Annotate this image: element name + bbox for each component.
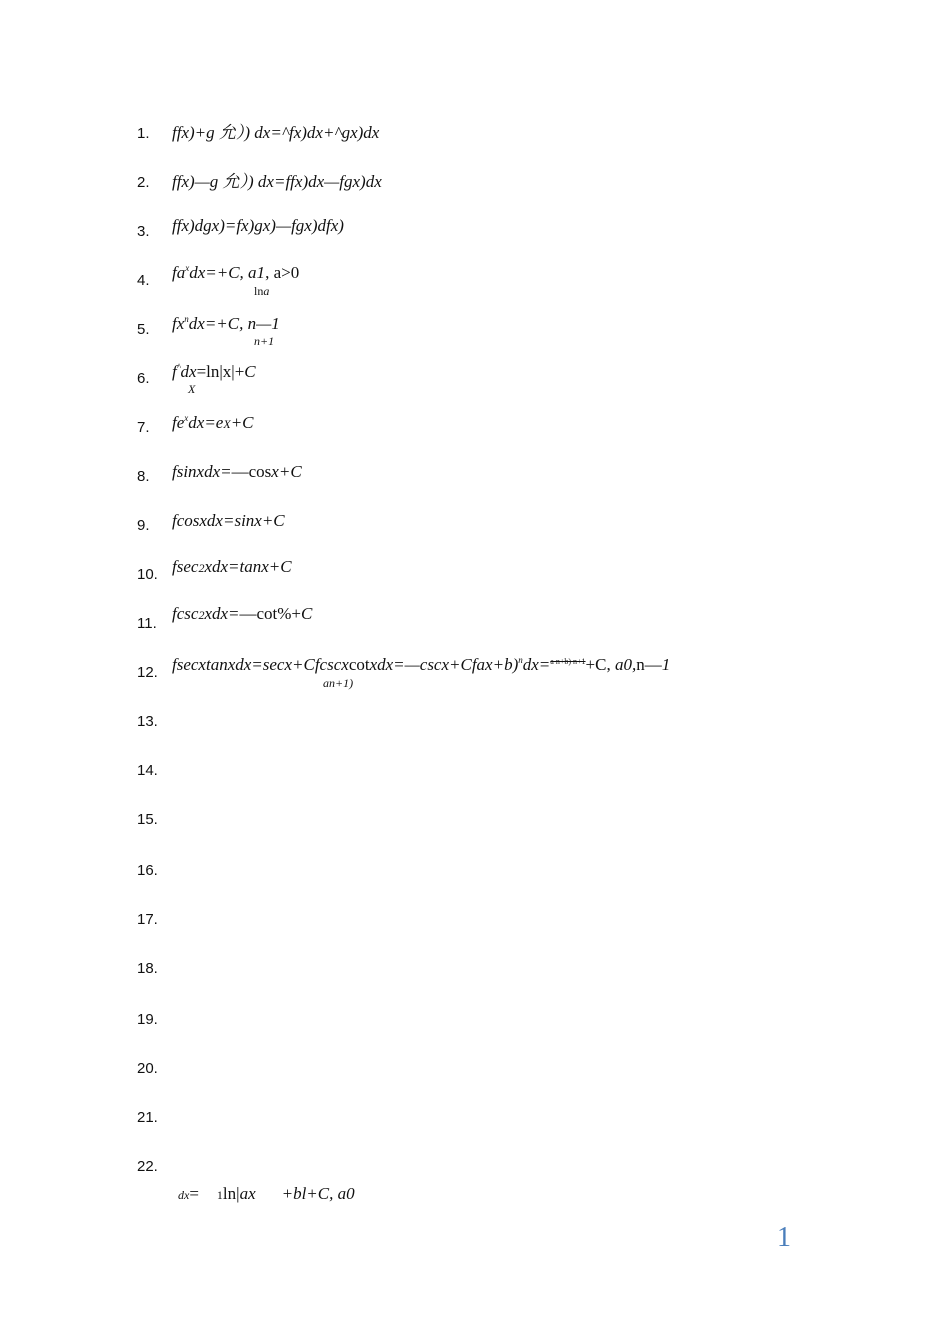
- list-number-21: 21.: [137, 1109, 158, 1126]
- list-number-5: 5.: [137, 321, 150, 338]
- list-number-9: 9.: [137, 517, 150, 534]
- formula-11: fcsc2xdx=—cot%+C: [172, 604, 313, 623]
- formula-2: ffx)—g 允）) dx=ffx)dx—fgx)dx: [172, 172, 382, 191]
- formula-12-subscript: an+1): [323, 676, 354, 690]
- formula-4: $fa^xdx=+C$, a1, a>0: [172, 263, 300, 282]
- list-number-1: 1.: [137, 125, 150, 142]
- list-number-2: 2.: [137, 174, 150, 191]
- list-number-11: 11.: [137, 615, 157, 632]
- formula-8: fsinxdx=—cosx+C: [172, 462, 302, 481]
- formula-4-subscript: lna: [254, 284, 270, 298]
- list-number-6: 6.: [137, 370, 150, 387]
- formula-10: fsec2xdx=tanx+C: [172, 557, 292, 576]
- list-number-3: 3.: [137, 223, 150, 240]
- formula-6: f^dx=ln|x|+C: [172, 362, 256, 381]
- list-number-12: 12.: [137, 664, 158, 681]
- formula-6-subscript: X: [188, 382, 196, 396]
- list-number-13: 13.: [137, 713, 158, 730]
- formula-7: $fe^xdx=eX+C$: [172, 413, 254, 432]
- formula-12: fsecxtanxdx=secx+Cfcscxcotxdx=—cscx+Cfax+b)$^n$dx=$^{a n+b) n+1}$+C, a0,n—1: [172, 655, 671, 674]
- list-number-19: 19.: [137, 1011, 158, 1028]
- formula-5-subscript: n+1: [254, 334, 275, 348]
- list-number-15: 15.: [137, 811, 158, 828]
- formula-22: dx= 1ln|ax +bl+C, a0: [178, 1184, 355, 1203]
- list-number-7: 7.: [137, 419, 150, 436]
- list-number-14: 14.: [137, 762, 158, 779]
- list-number-10: 10.: [137, 566, 158, 583]
- formula-3: ffx)dgx)=fx)gx)—fgx)dfx): [172, 216, 344, 235]
- list-number-18: 18.: [137, 960, 158, 977]
- page-number: 1: [777, 1222, 791, 1253]
- list-number-4: 4.: [137, 272, 150, 289]
- formula-9: fcosxdx=sinx+C: [172, 511, 285, 530]
- list-number-8: 8.: [137, 468, 150, 485]
- list-number-20: 20.: [137, 1060, 158, 1077]
- list-number-22: 22.: [137, 1158, 158, 1175]
- list-number-16: 16.: [137, 862, 158, 879]
- list-number-17: 17.: [137, 911, 158, 928]
- formula-5: $fx^ndx=+C$, n—1: [172, 314, 280, 333]
- formula-1: ffx)+g 允）) dx=^fx)dx+^gx)dx: [172, 123, 380, 142]
